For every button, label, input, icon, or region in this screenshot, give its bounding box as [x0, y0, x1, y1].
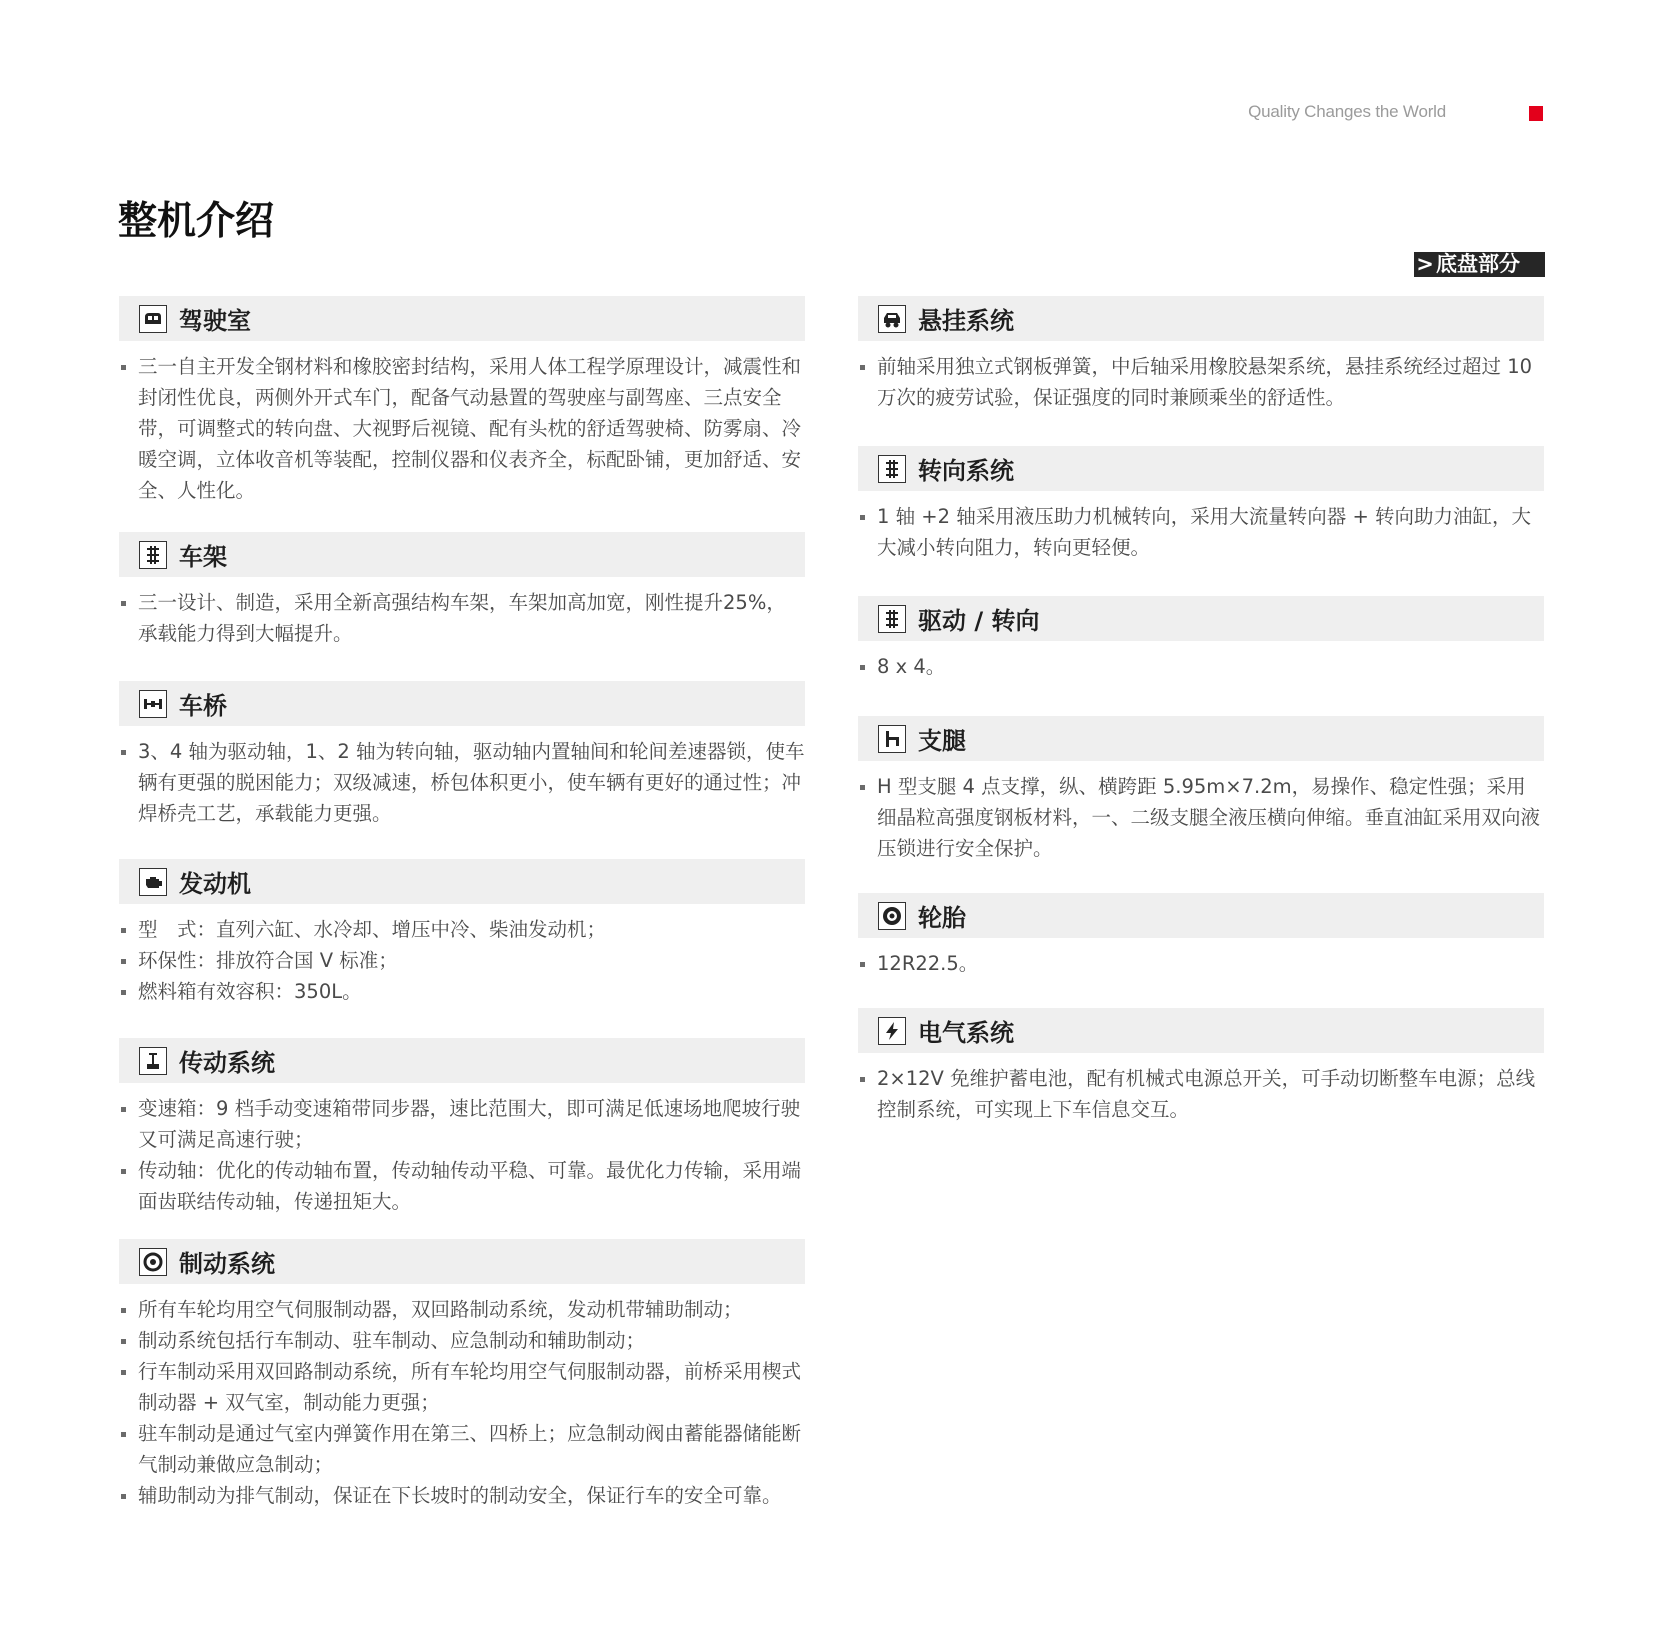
- drive-icon: [878, 605, 906, 633]
- spec-section: [858, 716, 1544, 864]
- spec-item: 辅助制动为排气制动，保证在下长坡时的制动安全，保证行车的安全可靠。: [119, 1480, 805, 1511]
- spec-section: [119, 296, 805, 506]
- part-badge: [1414, 252, 1545, 277]
- section-header: [119, 1239, 805, 1284]
- badge-label: 底盘部分: [1436, 252, 1520, 276]
- spec-item: 行车制动采用双回路制动系统，所有车轮均用空气伺服制动器，前桥采用楔式制动器 + 双气室，制动能力更强；: [119, 1356, 805, 1418]
- lightning-icon: [878, 1017, 906, 1045]
- section-title: 轮胎: [918, 904, 966, 932]
- section-header: [858, 893, 1544, 938]
- spec-item: 传动轴：优化的传动轴布置，传动轴传动平稳、可靠。最优化力传输，采用端面齿联结传动轴，传递扭矩大。: [119, 1155, 805, 1217]
- spec-item: 12R22.5。: [858, 948, 1544, 979]
- spec-list: [119, 1093, 805, 1217]
- spec-item: 燃料箱有效容积：350L。: [119, 976, 805, 1007]
- spec-section: [858, 893, 1544, 979]
- spec-section: [119, 1239, 805, 1511]
- spec-item: 制动系统包括行车制动、驻车制动、应急制动和辅助制动；: [119, 1325, 805, 1356]
- section-header: [119, 296, 805, 341]
- spec-section: [858, 1008, 1544, 1125]
- section-header: [119, 532, 805, 577]
- section-title: 车架: [179, 543, 227, 571]
- section-header: [858, 716, 1544, 761]
- spec-section: [858, 596, 1544, 682]
- section-header: [119, 1038, 805, 1083]
- section-title: 支腿: [918, 727, 966, 755]
- section-title: 驾驶室: [179, 307, 251, 335]
- spec-item: H 型支腿 4 点支撑，纵、横跨距 5.95m×7.2m，易操作、稳定性强；采用细晶粒高强度钢板材料，一、二级支腿全液压横向伸缩。垂直油缸采用双向液压锁进行安全保护。: [858, 771, 1544, 864]
- section-header: [858, 296, 1544, 341]
- spec-item: 2×12V 免维护蓄电池，配有机械式电源总开关，可手动切断整车电源；总线控制系统，可实现上下车信息交互。: [858, 1063, 1544, 1125]
- spec-item: 三一自主开发全钢材料和橡胶密封结构，采用人体工程学原理设计，减震性和封闭性优良，两侧外开式车门，配备气动悬置的驾驶座与副驾座、三点安全带，可调整式的转向盘、大视野后视镜、配有头枕的舒适驾驶椅、防雾扇、冷暖空调，立体收音机等装配，控制仪器和仪表齐全，标配卧铺，更加舒适、安全、人性化。: [119, 351, 805, 506]
- page-title: 整机介绍: [118, 199, 275, 244]
- spec-list: [858, 501, 1544, 563]
- section-header: [119, 681, 805, 726]
- section-title: 发动机: [179, 870, 251, 898]
- spec-list: [119, 914, 805, 1007]
- section-header: [119, 859, 805, 904]
- spec-list: [858, 771, 1544, 864]
- tagline: Quality Changes the World: [1248, 102, 1446, 121]
- spec-list: [119, 587, 805, 649]
- spec-item: 1 轴 +2 轴采用液压助力机械转向，采用大流量转向器 + 转向助力油缸，大大减小转向阻力，转向更轻便。: [858, 501, 1544, 563]
- spec-item: 驻车制动是通过气室内弹簧作用在第三、四桥上；应急制动阀由蓄能器储能断气制动兼做应急制动；: [119, 1418, 805, 1480]
- brand-mark: [1529, 106, 1543, 121]
- spec-section: [858, 446, 1544, 563]
- engine-icon: [139, 868, 167, 896]
- suspension-icon: [878, 305, 906, 333]
- spec-list: [858, 651, 1544, 682]
- section-title: 悬挂系统: [918, 307, 1014, 335]
- section-title: 驱动 / 转向: [918, 607, 1040, 635]
- cab-icon: [139, 305, 167, 333]
- spec-item: 3、4 轴为驱动轴，1、2 轴为转向轴，驱动轴内置轴间和轮间差速器锁，使车辆有更强的脱困能力；双级减速，桥包体积更小，使车辆有更好的通过性；冲焊桥壳工艺，承载能力更强。: [119, 736, 805, 829]
- axle-icon: [139, 690, 167, 718]
- spec-list: [119, 1294, 805, 1511]
- spec-list: [858, 1063, 1544, 1125]
- spec-list: [858, 351, 1544, 413]
- tire-icon: [878, 902, 906, 930]
- spec-item: 环保性：排放符合国 V 标准；: [119, 945, 805, 976]
- section-header: [858, 446, 1544, 491]
- outrigger-icon: [878, 725, 906, 753]
- spec-section: [119, 532, 805, 649]
- spec-list: [858, 948, 1544, 979]
- section-title: 转向系统: [918, 457, 1014, 485]
- spec-item: 8 x 4。: [858, 651, 1544, 682]
- steering-icon: [878, 455, 906, 483]
- spec-item: 前轴采用独立式钢板弹簧，中后轴采用橡胶悬架系统，悬挂系统经过超过 10 万次的疲劳试验，保证强度的同时兼顾乘坐的舒适性。: [858, 351, 1544, 413]
- spec-item: 变速箱：9 档手动变速箱带同步器，速比范围大，即可满足低速场地爬坡行驶又可满足高速行驶；: [119, 1093, 805, 1155]
- section-title: 电气系统: [918, 1019, 1014, 1047]
- section-title: 车桥: [179, 692, 227, 720]
- spec-section: [119, 681, 805, 829]
- gear-shift-icon: [139, 1047, 167, 1075]
- spec-list: [119, 351, 805, 506]
- section-title: 制动系统: [179, 1250, 275, 1278]
- spec-item: 所有车轮均用空气伺服制动器，双回路制动系统，发动机带辅助制动；: [119, 1294, 805, 1325]
- badge-arrow: >: [1416, 252, 1434, 276]
- section-header: [858, 596, 1544, 641]
- section-header: [858, 1008, 1544, 1053]
- chassis-frame-icon: [139, 541, 167, 569]
- spec-section: [119, 859, 805, 1007]
- spec-section: [119, 1038, 805, 1217]
- section-title: 传动系统: [179, 1049, 275, 1077]
- spec-item: 型 式：直列六缸、水冷却、增压中冷、柴油发动机；: [119, 914, 805, 945]
- brake-icon: [139, 1248, 167, 1276]
- spec-list: [119, 736, 805, 829]
- spec-item: 三一设计、制造，采用全新高强结构车架，车架加高加宽，刚性提升25%，承载能力得到大幅提升。: [119, 587, 805, 649]
- spec-section: [858, 296, 1544, 413]
